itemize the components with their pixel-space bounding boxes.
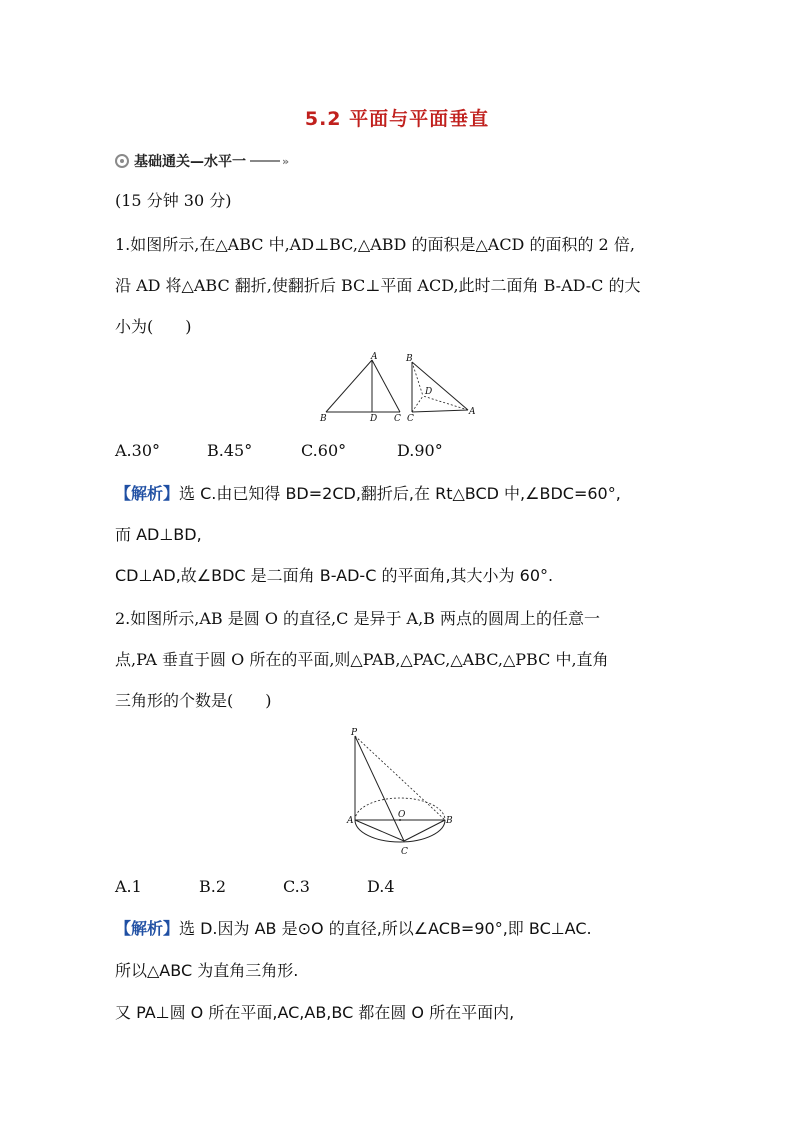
q1-analysis-text-1: 选 C.由已知得 BD=2CD,翻折后,在 Rt△BCD 中,∠BDC=60°, bbox=[179, 484, 621, 503]
q1-text-line-3: 小为( ) bbox=[115, 317, 192, 336]
q1-figure bbox=[318, 350, 478, 426]
q1-text-line-2: 沿 AD 将△ABC 翻折,使翻折后 BC⊥平面 ACD,此时二面角 B-AD-C 的大 bbox=[115, 276, 641, 295]
q1-triangle-flat bbox=[319, 352, 401, 424]
section-tag bbox=[115, 151, 289, 171]
q1-option-a: A.30° bbox=[115, 441, 160, 460]
q2-segment-bc bbox=[404, 820, 445, 841]
q2-segment-pb bbox=[355, 736, 445, 820]
q2-option-c: C.3 bbox=[283, 877, 310, 896]
q1-label-a: A bbox=[371, 352, 378, 362]
q2-label-c: C bbox=[401, 847, 408, 857]
q2-text-line-2: 点,PA 垂直于圆 O 所在的平面,则△PAB,△PAC,△ABC,△PBC 中,直角 bbox=[115, 650, 609, 669]
q2-label-b: B bbox=[446, 816, 453, 826]
q1-options bbox=[115, 441, 443, 461]
q2-analysis-line-1 bbox=[115, 919, 592, 939]
q2-text-line-3: 三角形的个数是( ) bbox=[115, 691, 272, 710]
q2-analysis-text-1: 选 D.因为 AB 是⊙O 的直径,所以∠ACB=90°,即 BC⊥AC. bbox=[179, 919, 592, 938]
section-tag-label: 基础通关—水平一 bbox=[134, 154, 246, 170]
q1-label-b: B bbox=[320, 414, 327, 424]
q2-option-a: A.1 bbox=[115, 877, 142, 896]
q1-option-c: C.60° bbox=[301, 441, 347, 460]
q1-fold-label-d: D bbox=[425, 387, 433, 397]
q1-text-line-1: 1.如图所示,在△ABC 中,AD⊥BC,△ABD 的面积是△ACD 的面积的 2 倍, bbox=[115, 235, 635, 254]
double-chevron-icon: » bbox=[282, 154, 290, 168]
q2-options bbox=[115, 877, 395, 897]
page-title: 5.2 平面与平面垂直 bbox=[304, 108, 490, 130]
q1-analysis-line-2: 而 AD⊥BD, bbox=[115, 525, 202, 544]
q1-analysis-label: 【解析】 bbox=[115, 484, 180, 503]
q2-label-p: P bbox=[351, 728, 358, 738]
q2-segment-ac bbox=[355, 820, 404, 841]
q2-text-line-1: 2.如图所示,AB 是圆 O 的直径,C 是异于 A,B 两点的圆周上的任意一 bbox=[115, 609, 601, 628]
q2-label-o: O bbox=[398, 810, 406, 820]
q2-label-a: A bbox=[347, 816, 354, 826]
q1-label-c: C bbox=[394, 414, 401, 424]
q2-figure bbox=[340, 726, 455, 858]
section-underline bbox=[250, 160, 280, 162]
q1-label-d: D bbox=[370, 414, 378, 424]
q2-analysis-label: 【解析】 bbox=[115, 919, 180, 938]
q1-fold-label-c: C bbox=[407, 414, 414, 424]
q1-tetrahedron bbox=[405, 354, 476, 424]
q2-analysis-line-2: 所以△ABC 为直角三角形. bbox=[115, 961, 299, 980]
q1-option-b: B.45° bbox=[207, 441, 253, 460]
q1-analysis-line-1 bbox=[115, 484, 621, 504]
q2-segment-pc bbox=[355, 736, 404, 841]
q2-option-b: B.2 bbox=[199, 877, 227, 896]
q1-fold-label-a: A bbox=[469, 407, 476, 417]
q1-option-d: D.90° bbox=[397, 441, 443, 460]
q1-fold-label-b: B bbox=[406, 354, 413, 364]
time-note: (15 分钟 30 分) bbox=[115, 191, 232, 210]
q2-option-d: D.4 bbox=[367, 877, 395, 896]
q1-analysis-line-3: CD⊥AD,故∠BDC 是二面角 B-AD-C 的平面角,其大小为 60°. bbox=[115, 566, 554, 585]
q2-analysis-line-3: 又 PA⊥圆 O 所在平面,AC,AB,BC 都在圆 O 所在平面内, bbox=[115, 1003, 515, 1022]
section-badge-icon bbox=[115, 154, 129, 168]
